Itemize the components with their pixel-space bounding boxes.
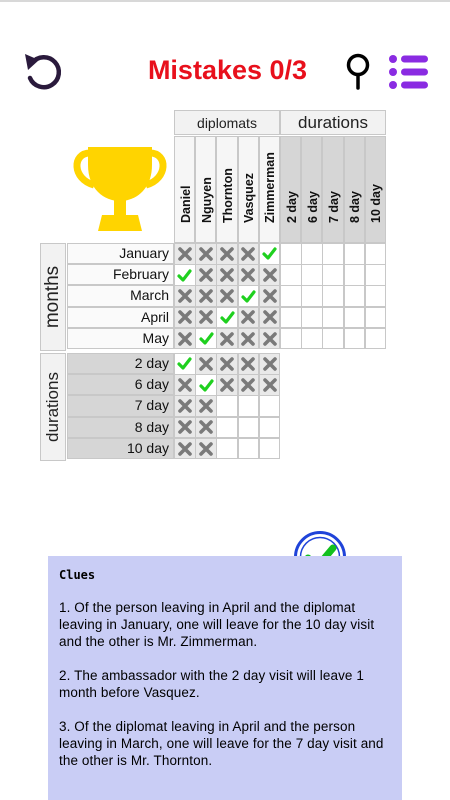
grid-cell[interactable] xyxy=(322,307,344,329)
column-header-label: Nguyen xyxy=(199,177,214,223)
cross-mark-icon xyxy=(196,308,216,328)
grid-cell[interactable] xyxy=(238,417,260,439)
group-header-durations-side-label: durations xyxy=(43,372,62,442)
cross-mark-icon xyxy=(175,375,195,395)
grid-cell[interactable] xyxy=(259,307,281,329)
clue-item: 2. The ambassador with the 2 day visit will leave 1 month before Vasquez. xyxy=(59,668,364,700)
row-label: February xyxy=(67,264,174,285)
grid-cell[interactable] xyxy=(216,395,238,417)
cross-mark-icon xyxy=(217,286,237,306)
column-header xyxy=(280,136,301,243)
undo-icon[interactable] xyxy=(20,48,66,94)
mistakes-counter: Mistakes 0/3 xyxy=(147,55,308,85)
column-header-label: 8 day xyxy=(348,191,363,223)
grid-cell[interactable] xyxy=(344,328,366,350)
grid-cell[interactable] xyxy=(259,417,281,439)
cross-mark-icon xyxy=(239,244,259,264)
grid-cell[interactable] xyxy=(195,417,217,439)
grid-cell[interactable] xyxy=(259,285,281,307)
grid-cell[interactable] xyxy=(216,328,238,350)
row-label: March xyxy=(67,285,174,306)
column-header xyxy=(238,136,259,243)
cross-mark-icon xyxy=(239,354,259,374)
column-header-label: 6 day xyxy=(305,191,320,223)
column-header xyxy=(174,136,195,243)
cross-mark-icon xyxy=(260,354,280,374)
group-header-durations: durations xyxy=(280,110,386,135)
grid-cell[interactable] xyxy=(174,438,196,460)
row-label: 7 day xyxy=(67,395,174,416)
grid-cell[interactable] xyxy=(238,264,260,286)
grid-cell[interactable] xyxy=(344,285,366,307)
check-mark-icon xyxy=(196,329,216,349)
column-header-label: 10 day xyxy=(369,184,384,223)
magnifier-hint-icon[interactable] xyxy=(343,53,373,91)
grid-cell[interactable] xyxy=(322,243,344,265)
grid-cell[interactable] xyxy=(174,353,196,375)
cross-mark-icon xyxy=(260,375,280,395)
check-mark-icon xyxy=(196,375,216,395)
grid-cell[interactable] xyxy=(238,285,260,307)
grid-cell[interactable] xyxy=(365,328,387,350)
cross-mark-icon xyxy=(239,265,259,285)
grid-cell[interactable] xyxy=(174,307,196,329)
grid-cell[interactable] xyxy=(280,243,302,265)
grid-cell[interactable] xyxy=(259,243,281,265)
grid-cell[interactable] xyxy=(259,395,281,417)
grid-cell[interactable] xyxy=(365,307,387,329)
grid-cell[interactable] xyxy=(174,243,196,265)
check-mark-icon xyxy=(239,286,259,306)
column-header xyxy=(301,136,322,243)
grid-cell[interactable] xyxy=(216,438,238,460)
grid-cell[interactable] xyxy=(195,264,217,286)
cross-mark-icon xyxy=(196,265,216,285)
grid-cell[interactable] xyxy=(238,438,260,460)
cross-mark-icon xyxy=(175,244,195,264)
cross-mark-icon xyxy=(260,308,280,328)
row-label: 6 day xyxy=(67,374,174,395)
cross-mark-icon xyxy=(239,308,259,328)
grid-cell[interactable] xyxy=(174,417,196,439)
column-header-label: Thornton xyxy=(220,168,235,223)
column-header xyxy=(344,136,365,243)
grid-cell[interactable] xyxy=(216,417,238,439)
grid-cell[interactable] xyxy=(280,328,302,350)
grid-cell[interactable] xyxy=(322,328,344,350)
column-header-label: Daniel xyxy=(178,185,193,223)
grid-cell[interactable] xyxy=(216,285,238,307)
clue-item: 3. Of the diplomat leaving in April and the person leaving in March, one will leave for the 7 day visit and the other is Mr. Thornton. xyxy=(59,719,384,768)
clue-item: 1. Of the person leaving in April and the diplomat leaving in January, one will leave for the 10 day visit and the other is Mr. Zimmerman. xyxy=(59,600,375,649)
grid-cell[interactable] xyxy=(344,307,366,329)
list-menu-icon[interactable] xyxy=(388,52,430,92)
grid-cell[interactable] xyxy=(280,307,302,329)
grid-cell[interactable] xyxy=(259,438,281,460)
cross-mark-icon xyxy=(239,375,259,395)
cross-mark-icon xyxy=(217,375,237,395)
cross-mark-icon xyxy=(196,354,216,374)
cross-mark-icon xyxy=(217,244,237,264)
grid-cell[interactable] xyxy=(238,307,260,329)
grid-cell[interactable] xyxy=(195,307,217,329)
grid-cell[interactable] xyxy=(195,353,217,375)
grid-cell[interactable] xyxy=(195,285,217,307)
top-divider xyxy=(0,0,450,2)
grid-cell[interactable] xyxy=(238,243,260,265)
cross-mark-icon xyxy=(196,244,216,264)
grid-cell[interactable] xyxy=(238,328,260,350)
grid-cell[interactable] xyxy=(301,285,323,307)
grid-cell[interactable] xyxy=(174,285,196,307)
grid-cell[interactable] xyxy=(344,264,366,286)
grid-cell[interactable] xyxy=(301,328,323,350)
grid-cell[interactable] xyxy=(259,264,281,286)
check-mark-icon xyxy=(217,308,237,328)
row-label: 8 day xyxy=(67,417,174,438)
cross-mark-icon xyxy=(260,286,280,306)
grid-cell[interactable] xyxy=(301,264,323,286)
grid-cell[interactable] xyxy=(280,285,302,307)
cross-mark-icon xyxy=(175,308,195,328)
grid-cell[interactable] xyxy=(280,264,302,286)
grid-cell[interactable] xyxy=(238,374,260,396)
grid-cell[interactable] xyxy=(216,307,238,329)
check-mark-icon xyxy=(175,265,195,285)
grid-cell[interactable] xyxy=(174,374,196,396)
grid-cell[interactable] xyxy=(216,243,238,265)
column-header xyxy=(259,136,280,243)
grid-cell[interactable] xyxy=(216,264,238,286)
cross-mark-icon xyxy=(217,354,237,374)
group-header-months-label: months xyxy=(42,265,63,329)
grid-cell[interactable] xyxy=(174,264,196,286)
column-header-label: 2 day xyxy=(284,191,299,223)
row-label: April xyxy=(67,307,174,328)
cross-mark-icon xyxy=(260,329,280,349)
cross-mark-icon xyxy=(196,286,216,306)
column-header xyxy=(216,136,237,243)
grid-cell[interactable] xyxy=(365,264,387,286)
group-header-durations-side xyxy=(40,353,66,461)
cross-mark-icon xyxy=(196,396,216,416)
grid-cell[interactable] xyxy=(322,285,344,307)
grid-cell[interactable] xyxy=(322,264,344,286)
row-label: May xyxy=(67,328,174,349)
grid-cell[interactable] xyxy=(238,395,260,417)
grid-cell[interactable] xyxy=(238,353,260,375)
cross-mark-icon xyxy=(175,418,195,438)
grid-cell[interactable] xyxy=(365,243,387,265)
grid-cell[interactable] xyxy=(174,395,196,417)
column-header-label: Zimmerman xyxy=(263,152,278,223)
cross-mark-icon xyxy=(217,265,237,285)
column-header-label: Vasquez xyxy=(242,172,257,223)
cross-mark-icon xyxy=(196,418,216,438)
column-header xyxy=(195,136,216,243)
grid-cell[interactable] xyxy=(365,285,387,307)
grid-cell[interactable] xyxy=(301,243,323,265)
group-header-diplomats: diplomats xyxy=(174,110,280,135)
column-header-label: 7 day xyxy=(326,191,341,223)
grid-cell[interactable] xyxy=(195,438,217,460)
grid-cell[interactable] xyxy=(174,328,196,350)
cross-mark-icon xyxy=(196,439,216,459)
cross-mark-icon xyxy=(260,265,280,285)
cross-mark-icon xyxy=(175,439,195,459)
row-label: 2 day xyxy=(67,353,174,374)
group-header-months xyxy=(40,243,66,351)
column-header xyxy=(322,136,343,243)
grid-cell[interactable] xyxy=(216,353,238,375)
grid-cell[interactable] xyxy=(344,243,366,265)
check-mark-icon xyxy=(260,244,280,264)
grid-cell[interactable] xyxy=(301,307,323,329)
row-label: January xyxy=(67,243,174,264)
grid-cell[interactable] xyxy=(259,328,281,350)
grid-cell[interactable] xyxy=(195,328,217,350)
grid-cell[interactable] xyxy=(195,243,217,265)
grid-cell[interactable] xyxy=(259,353,281,375)
clues-panel xyxy=(48,556,402,800)
column-header xyxy=(365,136,386,243)
row-label: 10 day xyxy=(67,438,174,459)
trophy-icon xyxy=(68,145,172,237)
grid-cell[interactable] xyxy=(259,374,281,396)
clues-title: Clues xyxy=(59,568,96,582)
grid-cell[interactable] xyxy=(216,374,238,396)
cross-mark-icon xyxy=(239,329,259,349)
cross-mark-icon xyxy=(175,329,195,349)
cross-mark-icon xyxy=(175,286,195,306)
cross-mark-icon xyxy=(175,396,195,416)
cross-mark-icon xyxy=(217,329,237,349)
check-mark-icon xyxy=(175,354,195,374)
grid-cell[interactable] xyxy=(195,374,217,396)
grid-cell[interactable] xyxy=(195,395,217,417)
